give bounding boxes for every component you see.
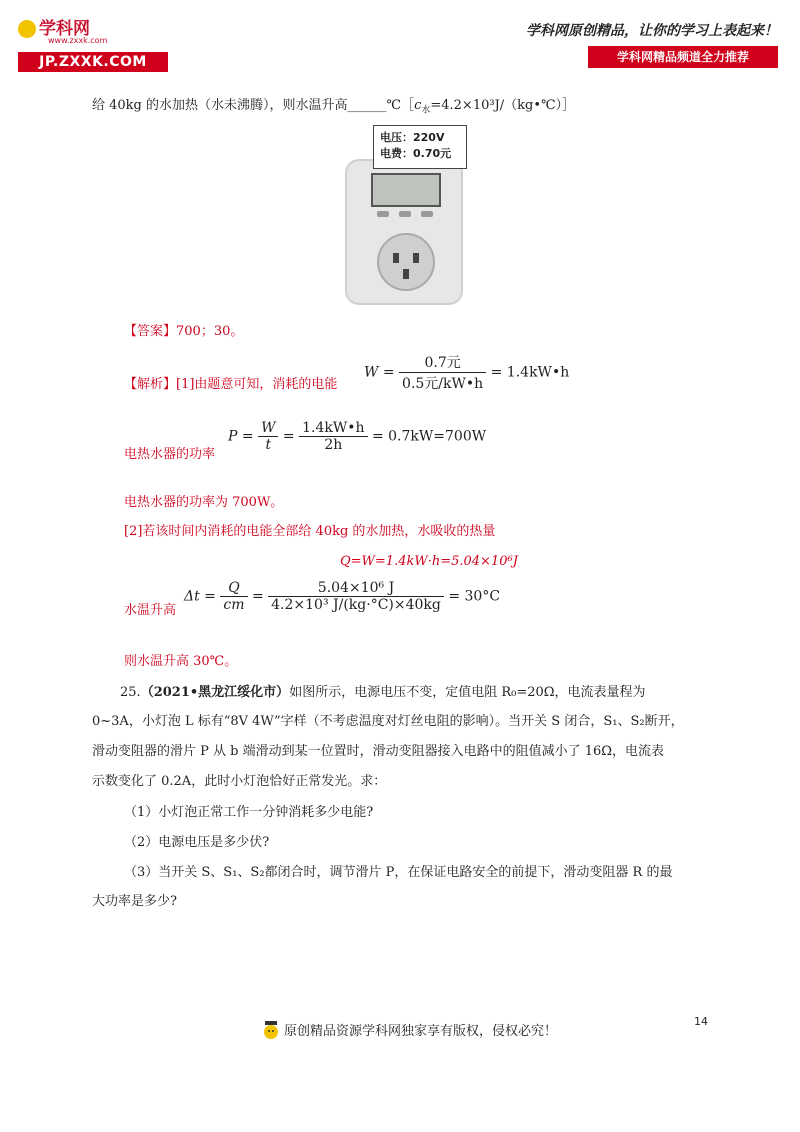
analysis-step5: 水温升高 xyxy=(124,603,177,618)
analysis-step4: [2]若该时间内消耗的电能全部给 40kg 的水加热，水吸收的热量 xyxy=(124,524,496,539)
footer-copyright: 原创精品资源学科网独家享有版权，侵权必究！ xyxy=(284,1024,558,1039)
question-25-part3-line2: 大功率是多少? xyxy=(92,894,177,909)
formula-power: P = $\frac{W}{t}$ = $\frac{1.4kW•h}{2h}$ = 0.7kW=700W xyxy=(228,420,487,453)
header-recommend-bar: 学科网精品频道全力推荐 xyxy=(588,46,778,68)
mascot-icon xyxy=(18,20,36,38)
question-25-line4: 示数变化了 0.2A，此时小灯泡恰好正常发光。求： xyxy=(92,774,387,789)
answer-line: 【答案】700；30。 xyxy=(124,324,244,339)
power-meter-image xyxy=(345,125,467,305)
header-slogan: 学科网原创精品，让你的学习上表起来！ xyxy=(526,23,778,39)
meter-button xyxy=(399,211,411,217)
question-25-line1: 25.（2021•黑龙江绥化市）如图所示，电源电压不变，定值电阻 R₀=20Ω，电流表量程为 xyxy=(120,685,646,700)
meter-callout: 电压：220V 电费：0.70元 xyxy=(373,125,467,169)
meter-button xyxy=(377,211,389,217)
analysis-step1: 【解析】[1]由题意可知，消耗的电能 xyxy=(124,377,338,392)
logo-title: 学科网 xyxy=(18,14,90,39)
formula-temperature: Δt = $\frac{Q}{cm}$ = $\frac{\text{5.04×10⁶ J}}{\text{4.2×10³ J/(kg·°C)×40kg}}$ = 30°C xyxy=(184,580,501,613)
question-25-part3-line1: （3）当开关 S、S₁、S₂都闭合时，调节滑片 P，在保证电路安全的前提下，滑动变阻器 R 的最 xyxy=(124,865,673,880)
meter-screen xyxy=(371,173,441,207)
meter-body xyxy=(345,159,463,305)
analysis-step3: 电热水器的功率为 700W。 xyxy=(124,495,284,510)
formula-heat: Q=W=1.4kW·h=5.04×10⁶J xyxy=(340,554,518,569)
analysis-step6: 则水温升高 30℃。 xyxy=(124,654,238,669)
page-number: 14 xyxy=(694,1015,708,1028)
question-25-line2: 0~3A，小灯泡 L 标有“8V 4W”字样（不考虑温度对灯丝电阻的影响）。当开关 S 闭合，S₁、S₂断开， xyxy=(92,714,684,729)
intro-line: 给 40kg 的水加热（水未沸腾），则水温升高$\_\_\_\_\_\_℃[c_水=4.2\times 10^3J/(kg•℃)]$ xyxy=(92,98,576,116)
site-logo[interactable] xyxy=(18,14,168,74)
socket-icon xyxy=(377,233,435,291)
mascot-icon xyxy=(262,1019,280,1041)
question-25-line3: 滑动变阻器的滑片 P 从 b 端滑动到某一位置时，滑动变阻器接入电路中的阻值减小了 16Ω，电流表 xyxy=(92,744,665,759)
meter-button xyxy=(421,211,433,217)
formula-energy: W = $\frac{\text{0.7元}}{\text{0.5元/kW•h}}$ = 1.4kW•h xyxy=(364,352,569,393)
question-25-part1: （1）小灯泡正常工作一分钟消耗多少电能? xyxy=(124,805,374,820)
logo-domain-bar: JP.ZXXK.COM xyxy=(18,52,168,72)
logo-subtitle: www.zxxk.com xyxy=(48,36,108,45)
analysis-step2: 电热水器的功率 xyxy=(124,447,216,462)
question-25-part2: （2）电源电压是多少伏? xyxy=(124,835,270,850)
